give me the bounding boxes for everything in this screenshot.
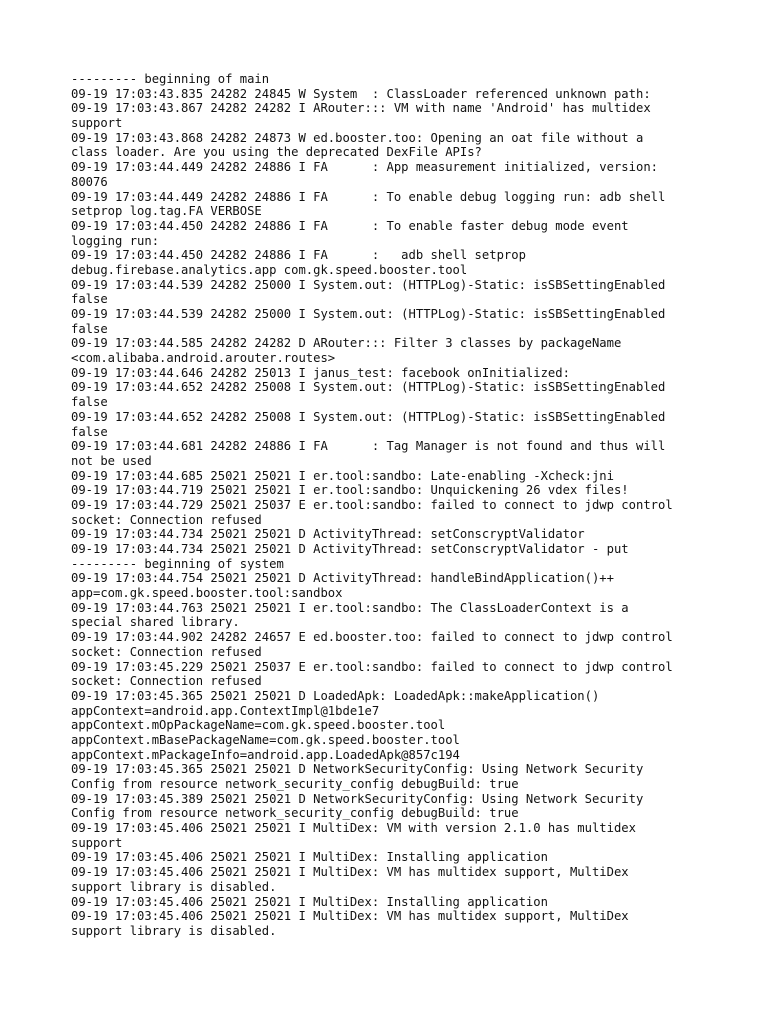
log-line: 09-19 17:03:44.902 24282 24657 E ed.booster.too: failed to connect to jdwp control <box>71 630 673 645</box>
log-line: 09-19 17:03:44.449 24282 24886 I FA : To enable debug logging run: adb shell <box>71 189 666 204</box>
log-line: 09-19 17:03:44.754 25021 25021 D ActivityThread: handleBindApplication()++ <box>71 571 614 586</box>
log-line: 09-19 17:03:44.539 24282 25000 I System.out: (HTTPLog)-Static: isSBSettingEnabled <box>71 277 666 292</box>
log-line: 09-19 17:03:45.406 25021 25021 I MultiDex: VM has multidex support, MultiDex <box>71 909 629 924</box>
log-line: app=com.gk.speed.booster.tool:sandbox <box>71 586 343 601</box>
log-line: class loader. Are you using the deprecated DexFile APIs? <box>71 145 482 160</box>
log-line: 09-19 17:03:43.867 24282 24282 I ARouter::: VM with name 'Android' has multidex <box>71 101 651 116</box>
log-line: socket: Connection refused <box>71 512 262 527</box>
log-line: --------- beginning of main <box>71 72 270 86</box>
log-line: 09-19 17:03:44.719 25021 25021 I er.tool:sandbo: Unquickening 26 vdex files! <box>71 483 629 498</box>
log-line: 09-19 17:03:45.365 25021 25021 D NetworkSecurityConfig: Using Network Security <box>71 762 644 777</box>
log-line: 09-19 17:03:44.646 24282 25013 I janus_test: facebook onInitialized: <box>71 365 570 380</box>
log-line: 09-19 17:03:44.539 24282 25000 I System.out: (HTTPLog)-Static: isSBSettingEnabled <box>71 307 666 321</box>
log-line: appContext.mOpPackageName=com.gk.speed.booster.tool <box>71 718 446 733</box>
log-line: false <box>71 292 108 307</box>
log-line: 09-19 17:03:45.229 25021 25037 E er.tool:sandbo: failed to connect to jdwp control <box>71 659 673 674</box>
log-line: support <box>71 116 123 131</box>
log-line: 09-19 17:03:44.681 24282 24886 I FA : Tag Manager is not found and thus will <box>71 439 666 454</box>
log-line: 09-19 17:03:45.389 25021 25021 D NetworkSecurityConfig: Using Network Security <box>71 791 644 806</box>
log-line: 09-19 17:03:43.835 24282 24845 W System : ClassLoader referenced unknown path: <box>71 86 651 101</box>
log-line: socket: Connection refused <box>71 644 262 659</box>
log-line: appContext.mBasePackageName=com.gk.speed.booster.tool <box>71 732 460 747</box>
log-line: 09-19 17:03:44.652 24282 25008 I System.out: (HTTPLog)-Static: isSBSettingEnabled <box>71 380 666 395</box>
log-line: appContext.mPackageInfo=android.app.LoadedApk@857c194 <box>71 747 460 762</box>
log-line: 09-19 17:03:44.729 25021 25037 E er.tool:sandbo: failed to connect to jdwp control <box>71 497 673 512</box>
log-line: false <box>71 321 108 336</box>
log-line: false <box>71 395 108 410</box>
log-line: 09-19 17:03:44.449 24282 24886 I FA : App measurement initialized, version: <box>71 160 658 175</box>
log-line: 09-19 17:03:45.365 25021 25021 D LoadedApk: LoadedApk::makeApplication() <box>71 688 600 703</box>
log-line: support library is disabled. <box>71 879 277 894</box>
log-line: 09-19 17:03:44.450 24282 24886 I FA : adb shell setprop <box>71 248 526 263</box>
log-line: 09-19 17:03:44.652 24282 25008 I System.out: (HTTPLog)-Static: isSBSettingEnabled <box>71 409 666 424</box>
log-text-block <box>71 72 711 939</box>
log-line: debug.firebase.analytics.app com.gk.speed.booster.tool <box>71 262 468 277</box>
log-line: Config from resource network_security_config debugBuild: true <box>71 806 519 821</box>
log-line: 09-19 17:03:44.685 25021 25021 I er.tool:sandbo: Late-enabling -Xcheck:jni <box>71 468 614 483</box>
log-line: 09-19 17:03:44.734 25021 25021 D ActivityThread: setConscryptValidator <box>71 527 585 542</box>
log-line: setprop log.tag.FA VERBOSE <box>71 204 262 219</box>
log-line: logging run: <box>71 233 160 248</box>
log-line: 09-19 17:03:45.406 25021 25021 I MultiDex: Installing application <box>71 850 548 865</box>
log-line: socket: Connection refused <box>71 674 262 689</box>
log-line: support <box>71 835 123 850</box>
log-line: 09-19 17:03:44.763 25021 25021 I er.tool:sandbo: The ClassLoaderContext is a <box>71 600 629 615</box>
log-line: 09-19 17:03:45.406 25021 25021 I MultiDex: VM with version 2.1.0 has multidex <box>71 821 636 836</box>
log-line: appContext=android.app.ContextImpl@1bde1e7 <box>71 703 380 718</box>
log-line: --------- beginning of system <box>71 556 284 571</box>
log-line: <com.alibaba.android.arouter.routes> <box>71 351 336 366</box>
log-line: 80076 <box>71 174 108 189</box>
log-line: 09-19 17:03:45.406 25021 25021 I MultiDex: VM has multidex support, MultiDex <box>71 865 629 880</box>
log-line: 09-19 17:03:44.450 24282 24886 I FA : To enable faster debug mode event <box>71 218 629 233</box>
log-line: support library is disabled. <box>71 923 277 938</box>
log-line: 09-19 17:03:44.734 25021 25021 D ActivityThread: setConscryptValidator - put <box>71 542 629 556</box>
log-line: 09-19 17:03:43.868 24282 24873 W ed.booster.too: Opening an oat file without a <box>71 130 644 145</box>
log-line: special shared library. <box>71 615 240 630</box>
log-line: Config from resource network_security_config debugBuild: true <box>71 777 519 791</box>
log-line: not be used <box>71 453 152 468</box>
log-line: false <box>71 424 108 439</box>
log-line: 09-19 17:03:44.585 24282 24282 D ARouter::: Filter 3 classes by packageName <box>71 336 622 351</box>
log-line: 09-19 17:03:45.406 25021 25021 I MultiDex: Installing application <box>71 894 548 909</box>
